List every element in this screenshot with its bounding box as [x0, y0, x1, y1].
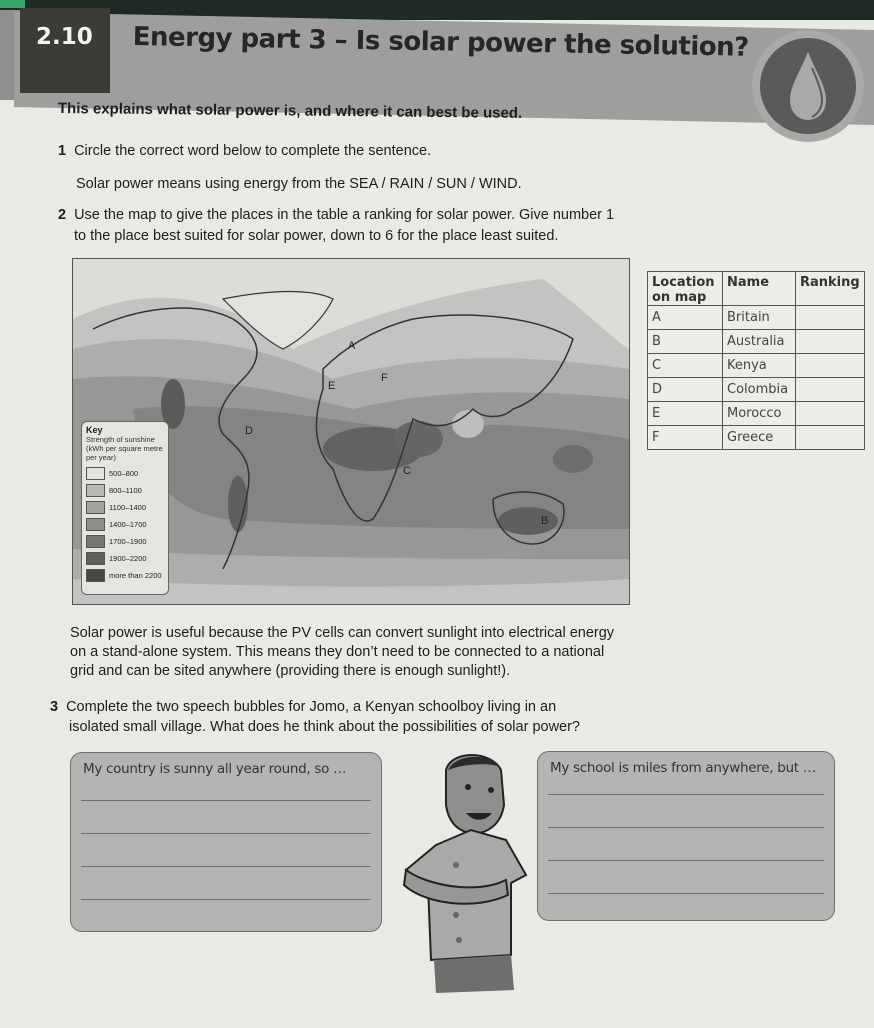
question-3 — [50, 697, 556, 717]
key-subtitle: Strength of sunshine (kWh per square metre per year) — [86, 435, 163, 462]
question-1-sentence: Solar power means using energy from the SEA / RAIN / SUN / WIND. — [76, 176, 522, 192]
key-title: Key — [86, 425, 103, 435]
answer-line[interactable] — [548, 893, 824, 894]
question-text: Circle the correct word below to complete the sentence. — [74, 143, 432, 159]
key-label: more than 2200 — [109, 571, 162, 580]
speech-bubble-left[interactable] — [70, 752, 382, 932]
question-number: 1 — [58, 143, 67, 159]
cell-ranking-input[interactable] — [796, 330, 865, 354]
page-title: Energy part 3 – Is solar power the solution? — [132, 22, 749, 63]
marker-C: C — [403, 465, 411, 477]
key-label: 1700–1900 — [109, 537, 147, 546]
jomo-illustration — [396, 745, 546, 1023]
key-label: 1400–1700 — [109, 520, 147, 529]
table-row — [648, 402, 865, 426]
cell-name: Morocco — [723, 402, 796, 426]
zone-high-arabia — [393, 421, 443, 457]
table-row — [648, 354, 865, 378]
cell-name: Britain — [723, 306, 796, 330]
table-row — [648, 378, 865, 402]
cell-name: Colombia — [723, 378, 796, 402]
cell-ranking-input[interactable] — [796, 306, 865, 330]
zone-high-australia — [498, 507, 558, 535]
cell-ranking-input[interactable] — [796, 378, 865, 402]
key-item — [86, 499, 164, 516]
paragraph-line: Solar power is useful because the PV cells can convert sunlight into electrical energy — [70, 625, 615, 641]
answer-line[interactable] — [81, 866, 371, 867]
key-item — [86, 465, 164, 482]
badge-inner — [760, 38, 856, 134]
explanation-paragraph — [70, 624, 670, 681]
answer-line[interactable] — [81, 800, 371, 801]
paragraph-line: on a stand-alone system. This means they don’t need to be connected to a national — [70, 644, 605, 660]
cell-location: F — [648, 426, 723, 450]
key-item — [86, 516, 164, 533]
cell-name: Australia — [723, 330, 796, 354]
key-item — [86, 533, 164, 550]
cell-ranking-input[interactable] — [796, 426, 865, 450]
green-tab — [0, 0, 25, 8]
key-swatch — [86, 569, 105, 582]
boy-figure — [396, 745, 546, 1023]
cell-location: A — [648, 306, 723, 330]
bubble-prompt: My school is miles from anywhere, but … — [550, 760, 816, 776]
key-swatch — [86, 501, 105, 514]
key-swatch — [86, 552, 105, 565]
cell-location: B — [648, 330, 723, 354]
cell-name: Greece — [723, 426, 796, 450]
badge — [752, 30, 864, 142]
key-swatch — [86, 467, 105, 480]
intro-text: This explains what solar power is, and where it can best be used. — [57, 100, 523, 122]
paragraph-line: grid and can be sited anywhere (providing there is enough sunlight!). — [70, 663, 511, 679]
question-1 — [58, 141, 431, 161]
question-2-line2: to the place best suited for solar power, down to 6 for the place least suited. — [74, 228, 559, 244]
question-2 — [58, 205, 614, 225]
speech-bubble-right[interactable] — [537, 751, 835, 921]
cell-ranking-input[interactable] — [796, 354, 865, 378]
question-number: 3 — [50, 699, 59, 715]
key-item — [86, 482, 164, 499]
cell-ranking-input[interactable] — [796, 402, 865, 426]
map-key — [81, 421, 169, 595]
key-label: 1900–2200 — [109, 554, 147, 563]
key-swatch — [86, 484, 105, 497]
table-row — [648, 426, 865, 450]
ranking-table — [647, 271, 865, 450]
table-row — [648, 306, 865, 330]
question-text-line1: Complete the two speech bubbles for Jomo, a Kenyan schoolboy living in an — [66, 699, 557, 715]
table-header-row — [648, 272, 865, 306]
key-item — [86, 550, 164, 567]
question-3-line2: isolated small village. What does he think about the possibilities of solar power? — [69, 719, 580, 735]
zone-mid-pacific — [553, 445, 593, 473]
answer-line[interactable] — [548, 827, 824, 828]
answer-line[interactable] — [81, 833, 371, 834]
key-swatch — [86, 535, 105, 548]
section-number-box — [20, 8, 110, 93]
key-label: 800–1100 — [109, 486, 142, 495]
marker-A: A — [348, 340, 356, 352]
water-drop-icon — [760, 38, 856, 134]
key-label: 500–800 — [109, 469, 139, 478]
answer-line[interactable] — [548, 794, 824, 795]
question-text-line1: Use the map to give the places in the table a ranking for solar power. Give number 1 — [74, 207, 615, 223]
header-location: Location on map — [648, 272, 723, 306]
question-number: 2 — [58, 207, 67, 223]
answer-line[interactable] — [548, 860, 824, 861]
marker-D: D — [245, 425, 253, 437]
cell-location: C — [648, 354, 723, 378]
header-name: Name — [723, 272, 796, 306]
table-row — [648, 330, 865, 354]
cell-name: Kenya — [723, 354, 796, 378]
key-label: 1100–1400 — [109, 503, 146, 512]
marker-B: B — [541, 515, 549, 527]
section-number: 2.10 — [36, 24, 93, 50]
marker-F: F — [381, 372, 388, 384]
key-item — [86, 567, 164, 584]
cell-location: D — [648, 378, 723, 402]
header-ranking: Ranking — [796, 272, 865, 306]
cell-location: E — [648, 402, 723, 426]
bubble-prompt: My country is sunny all year round, so … — [83, 761, 347, 777]
world-sunshine-map — [72, 258, 630, 605]
key-swatch — [86, 518, 105, 531]
answer-line[interactable] — [81, 899, 371, 900]
marker-E: E — [328, 380, 336, 392]
